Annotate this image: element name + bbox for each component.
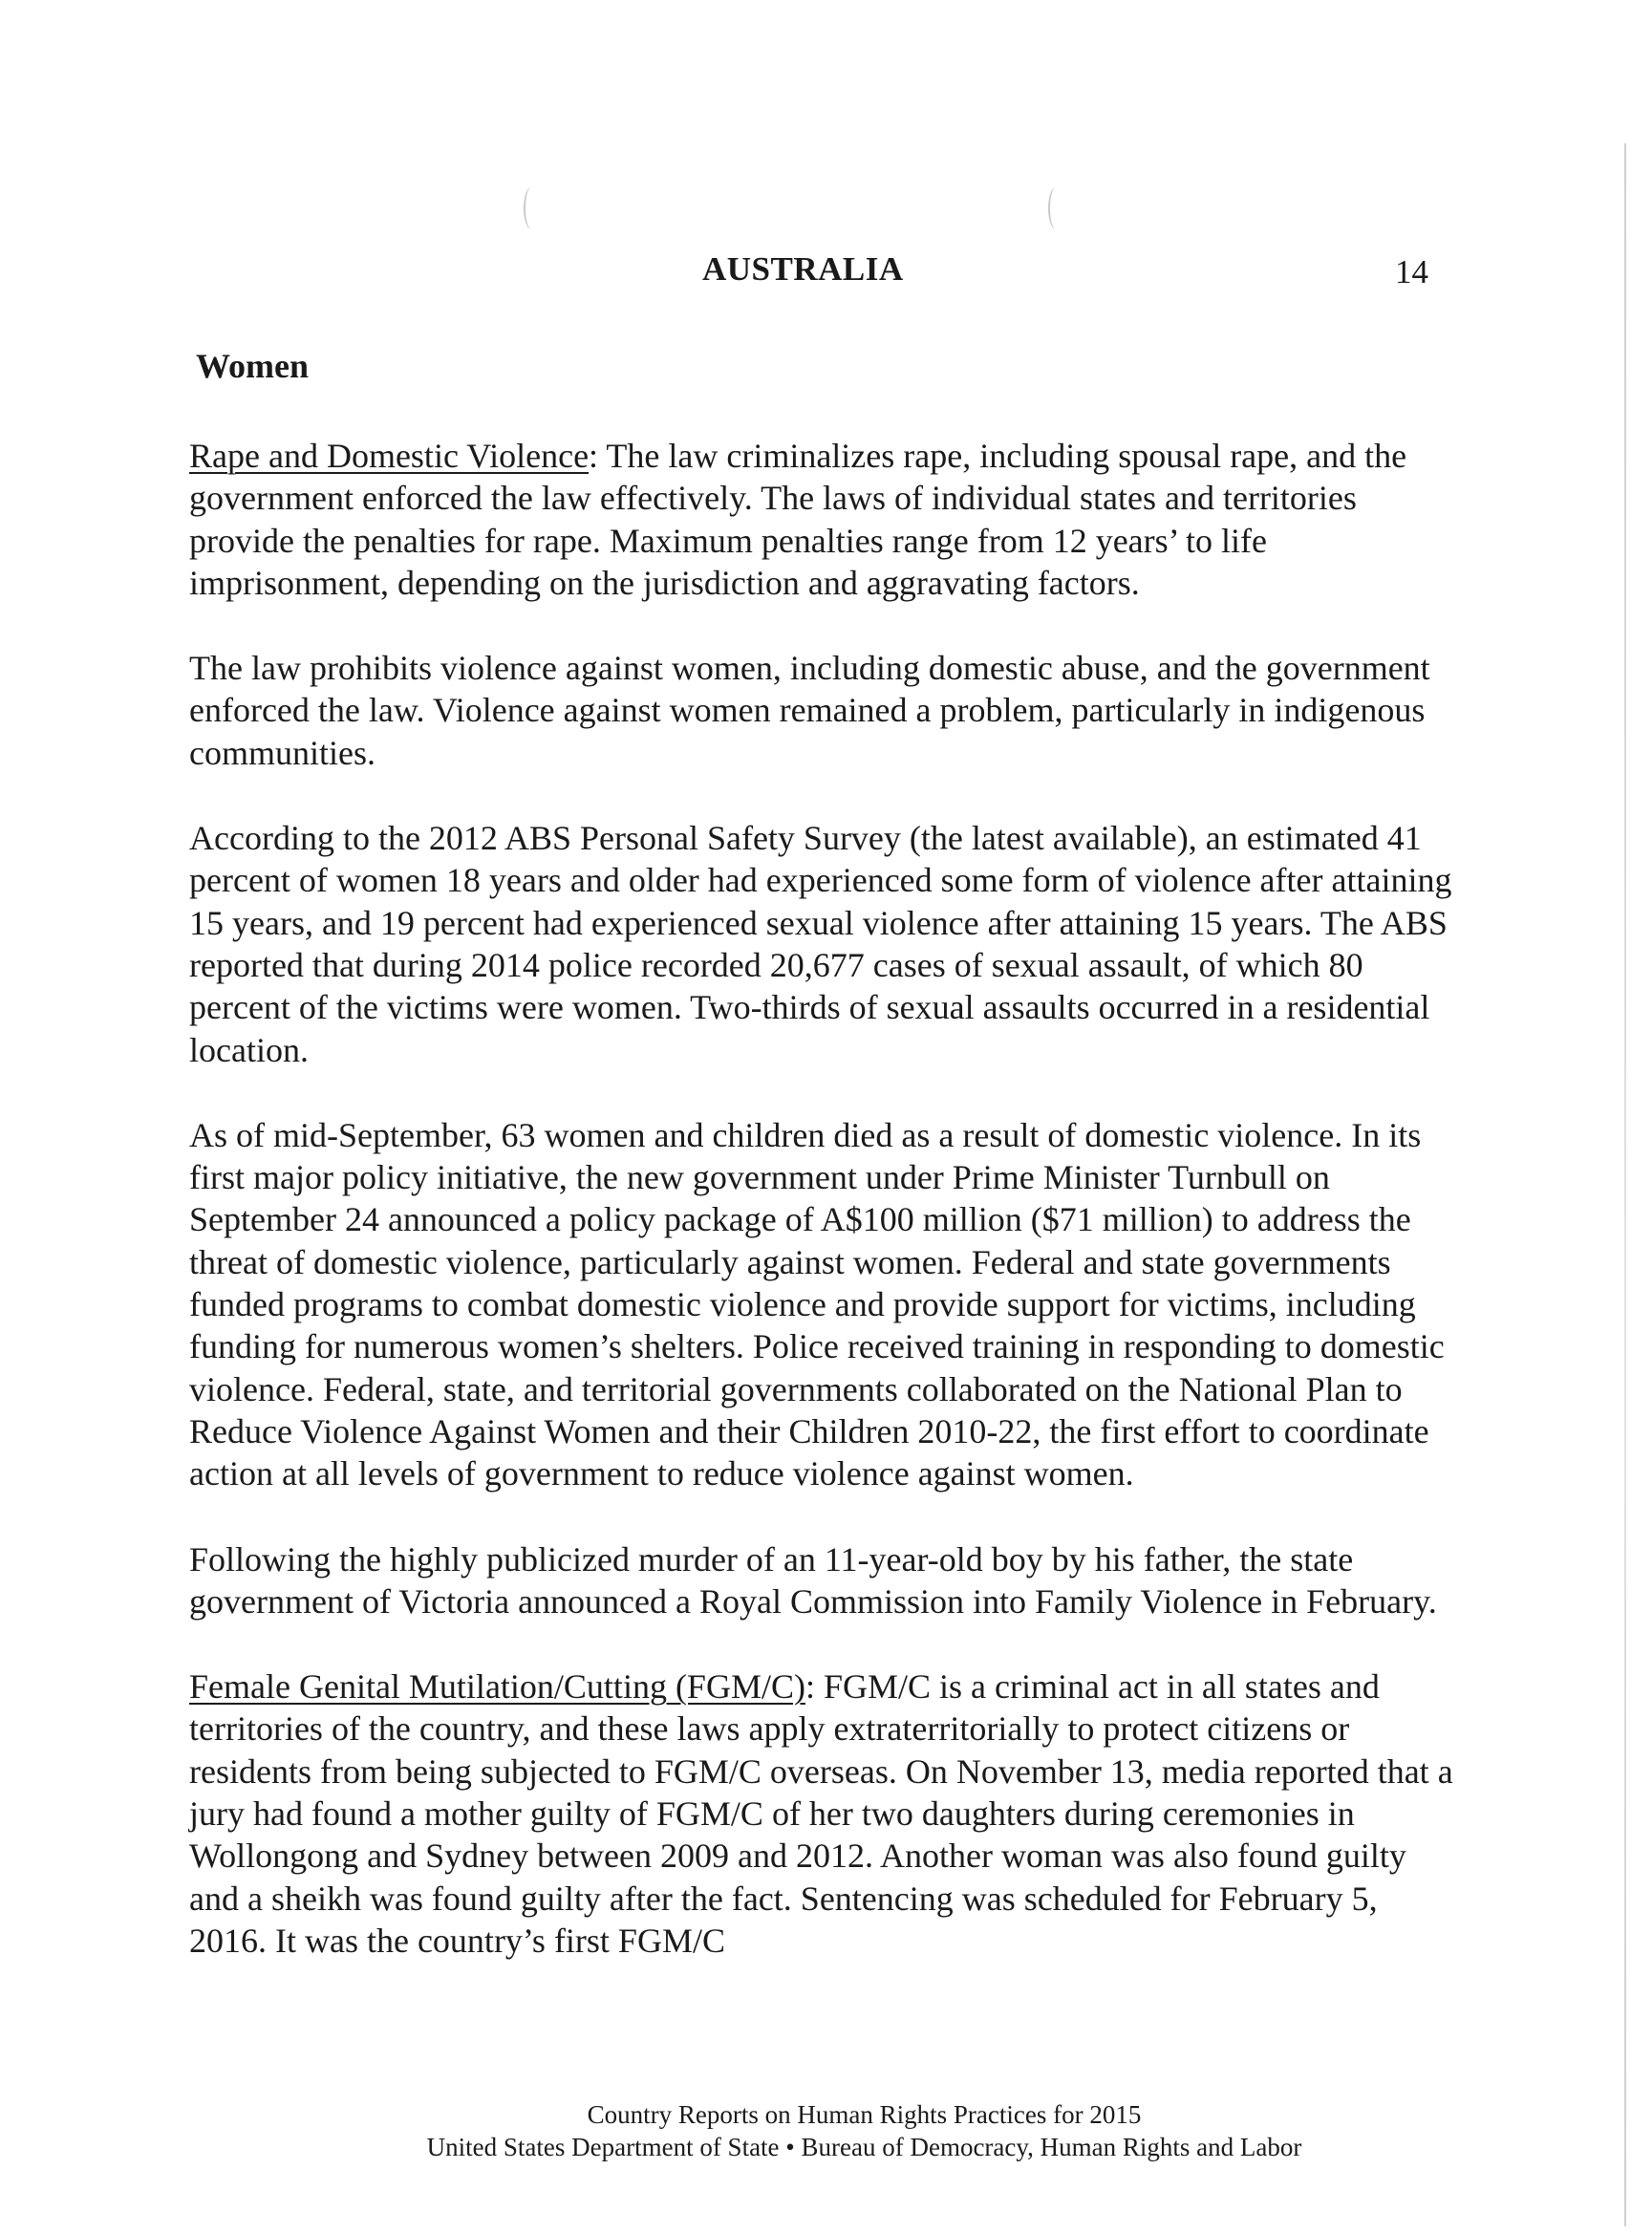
paragraph-text: As of mid-September, 63 women and children died as a result of domestic violence. In its first major policy initiative, the new government under Prime Minister Turnbull on September 24 announced a policy package of A$100 million ($71 million) to address the threat of domestic violence, particularly against women. Federal and state governments funded programs to combat domestic violence and provide support for victims, including funding for numerous women’s shelters. Police received training in responding to domestic violence. Federal, state, and territorial governments collaborated on the National Plan to Reduce Violence Against Women and their Children 2010-22, the first effort to coordinate action at all levels of government to reduce violence against women. [189, 1115, 1445, 1493]
paragraph-rape-domestic-violence [189, 435, 1460, 604]
paragraph [189, 647, 1460, 774]
scan-artifact [524, 187, 539, 229]
paragraph [189, 1114, 1460, 1495]
scan-edge-line [1624, 143, 1626, 2226]
paragraph-text: : FGM/C is a criminal act in all states and territories of the country, and these laws apply extraterritorially to protect citizens or residents from being subjected to FGM/C overseas. On November 13, media reported that a jury had found a mother guilty of FGM/C of her two daughters during ceremonies in Wollongong and Sydney between 2009 and 2012. Another woman was also found guilty and a sheikh was found guilty after the fact. Sentencing was scheduled for February 5, 2016. It was the country’s first FGM/C [189, 1667, 1453, 1960]
paragraph-text: : The law criminalizes rape, including spousal rape, and the government enforced the law effectively. The laws of individual states and territories provide the penalties for rape. Maximum penalties range from 12 years’ to life imprisonment, depending on the jurisdiction and aggravating factors. [189, 437, 1407, 602]
paragraph [189, 1538, 1460, 1623]
footer-line-department: United States Department of State • Bureau of Democracy, Human Rights and Labor [426, 2133, 1302, 2161]
paragraph-text: The law prohibits violence against women, including domestic abuse, and the government enforced the law. Violence against women remained a problem, particularly in indigenous communities. [189, 649, 1430, 772]
document-body [189, 435, 1460, 2005]
paragraph-label: Rape and Domestic Violence [189, 437, 590, 475]
paragraph-text: According to the 2012 ABS Personal Safety Survey (the latest available), an estimated 41 percent of women 18 years and older had experienced some form of violence after attaining 15 years, and 19 percent had experienced sexual violence after attaining 15 years. The ABS reported that during 2014 police recorded 20,677 cases of sexual assault, of which 80 percent of the victims were women. Two-thirds of sexual assaults occurred in a residential location. [189, 819, 1452, 1069]
paragraph [189, 817, 1460, 1071]
paragraph-text: Following the highly publicized murder of an 11-year-old boy by his father, the state government of Victoria announced a Royal Commission into Family Violence in February. [189, 1539, 1437, 1621]
scan-artifact [1048, 187, 1063, 229]
paragraph-fgm-c [189, 1665, 1460, 1962]
page-header-title: AUSTRALIA [702, 250, 904, 288]
paragraph-label: Female Genital Mutilation/Cutting (FGM/C) [189, 1667, 805, 1707]
footer-line-report: Country Reports on Human Rights Practices for 2015 [587, 2100, 1142, 2129]
page-number: 14 [1395, 253, 1428, 290]
section-heading: Women [196, 347, 310, 385]
page-footer [0, 2098, 1652, 2163]
